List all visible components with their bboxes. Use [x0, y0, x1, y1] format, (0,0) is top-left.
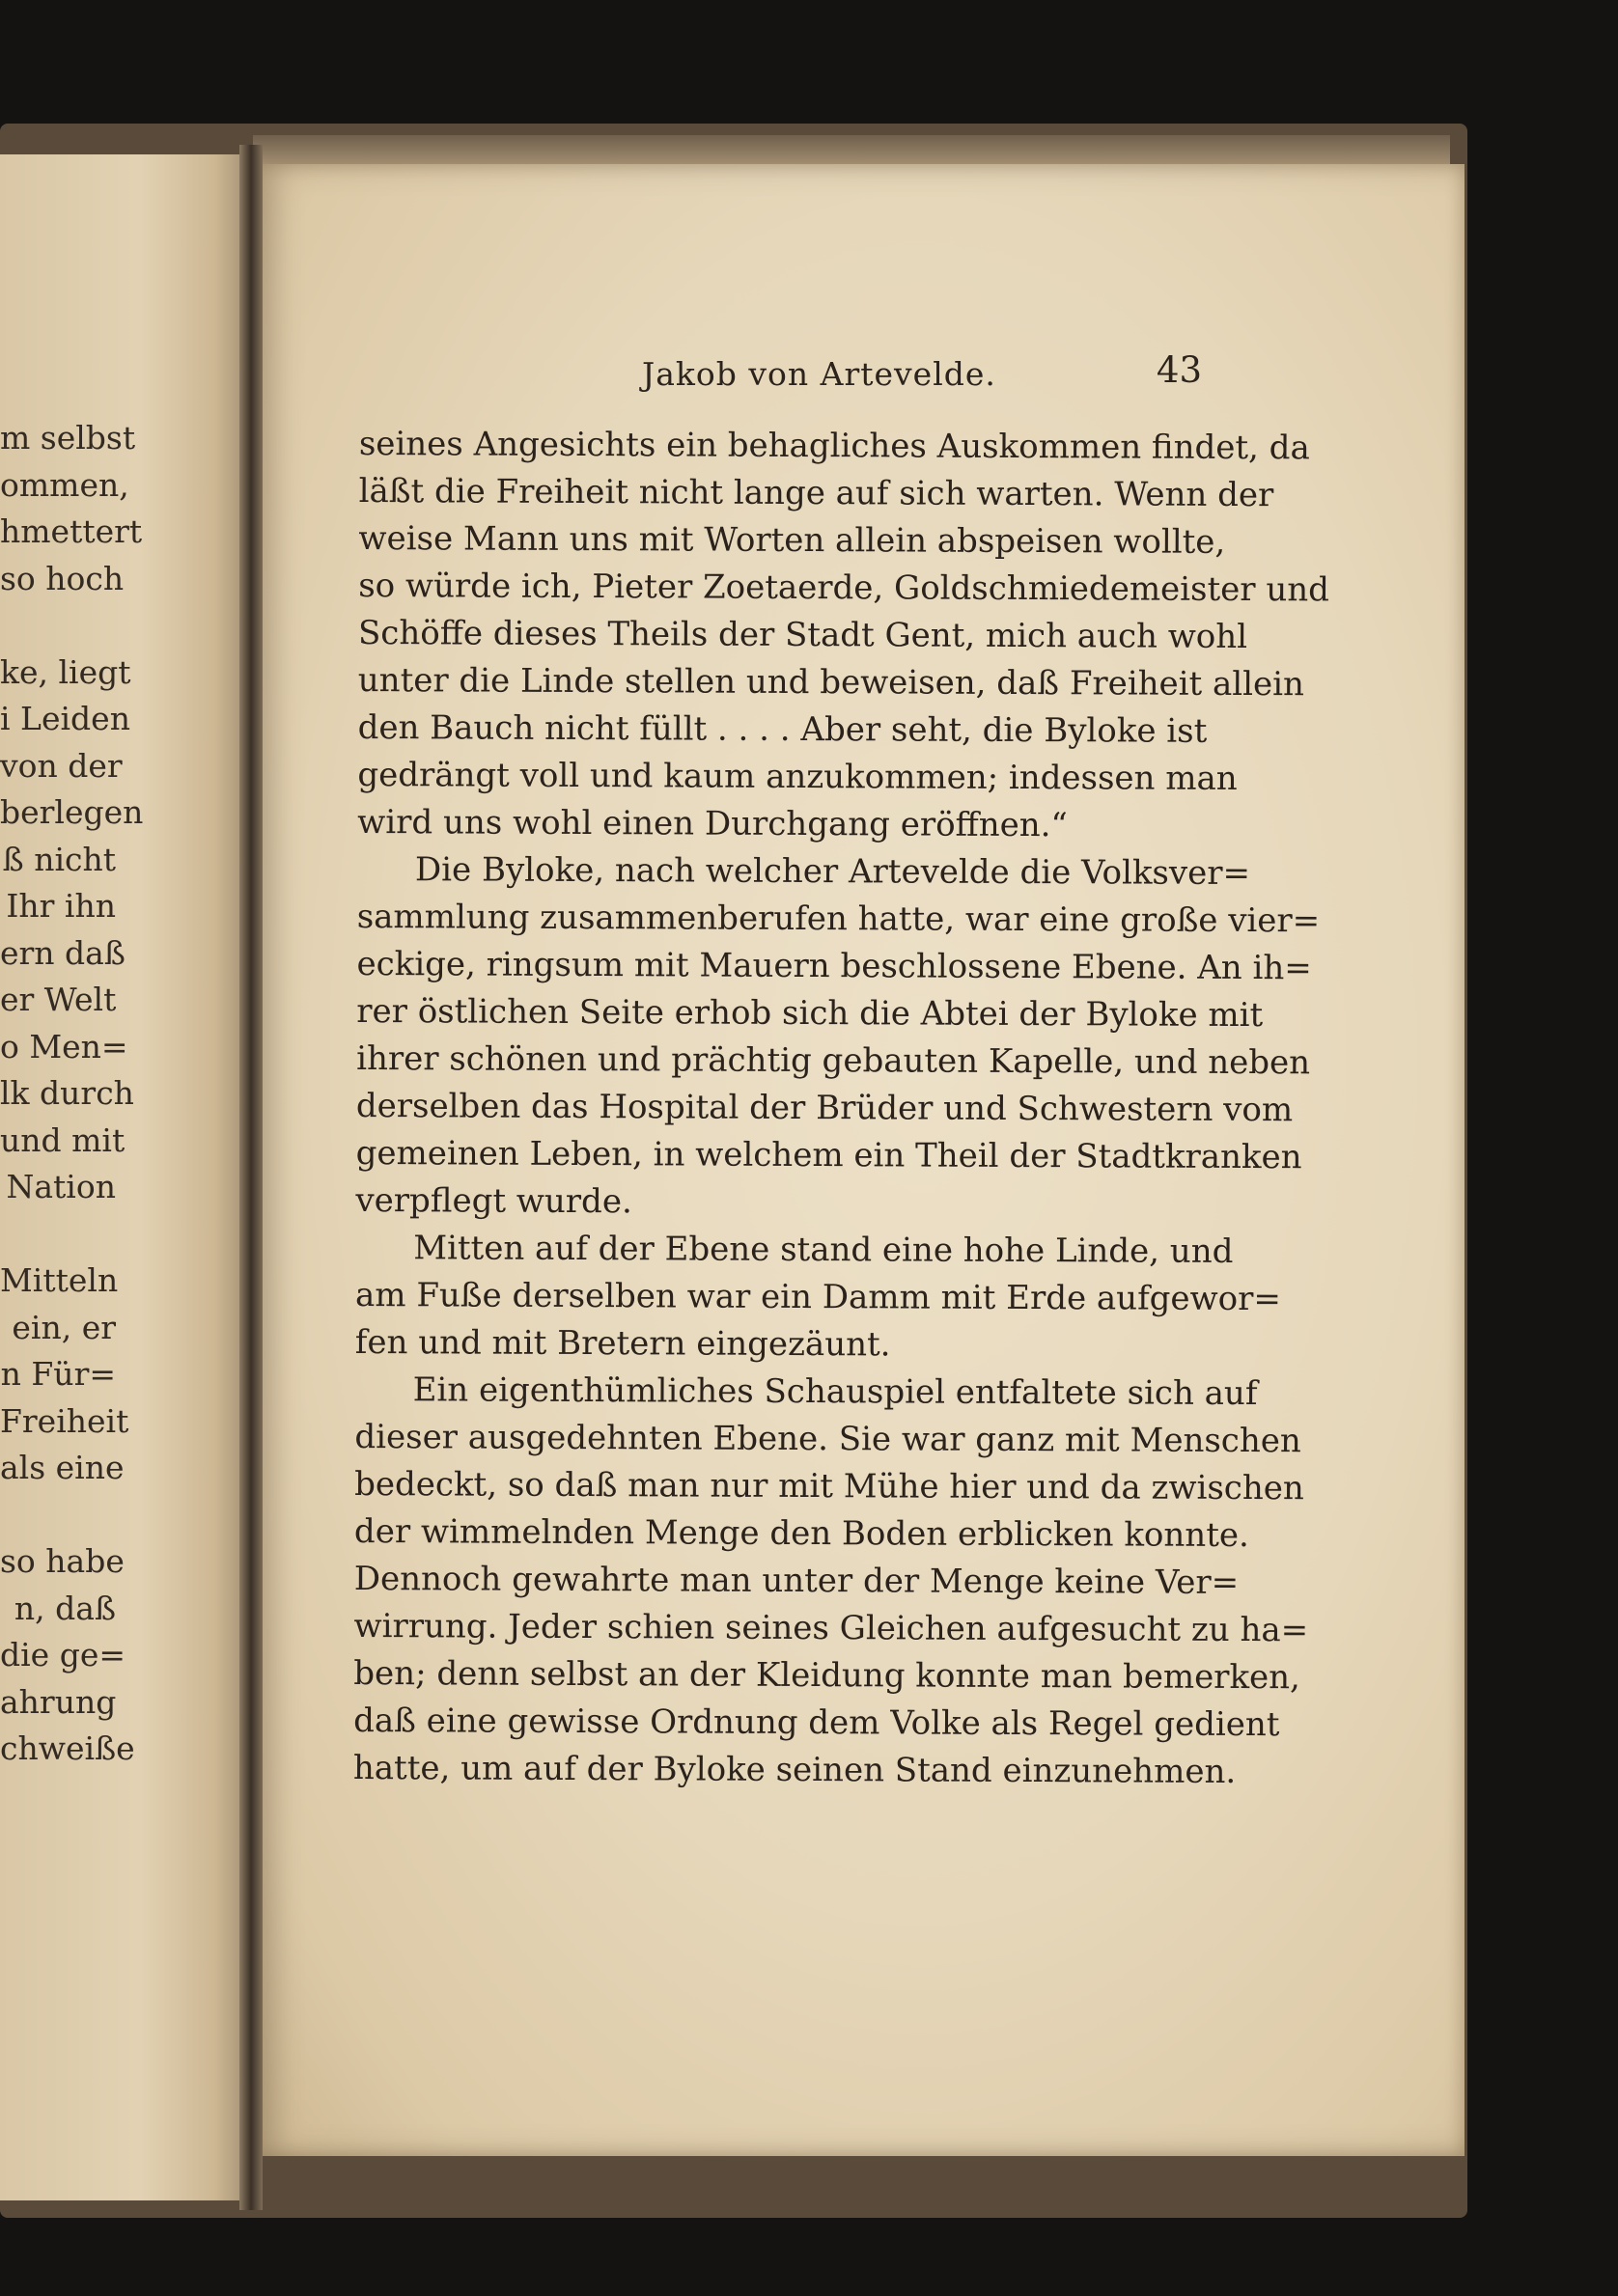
left-page-line: die ge= [0, 1636, 126, 1674]
text-line: Mitten auf der Ebene stand eine hohe Linde, und [413, 1229, 1234, 1271]
left-page-line: von der [0, 746, 123, 785]
page-number: 43 [1156, 349, 1202, 391]
text-line: Dennoch gewahrte man unter der Menge keine Ver= [353, 1559, 1240, 1602]
left-page-line: chweiße [0, 1729, 135, 1767]
running-head [362, 349, 1202, 398]
text-line: wird uns wohl einen Durchgang eröffnen.“ [357, 802, 1068, 845]
left-page-line: so habe [0, 1542, 125, 1580]
running-head-title: Jakob von Artevelde. [642, 355, 996, 393]
text-line: gemeinen Leben, in welchem ein Theil der Stadtkranken [355, 1133, 1302, 1177]
text-line: verpflegt wurde. [355, 1180, 632, 1222]
text-line: daß eine gewisse Ordnung dem Volke als Regel gedient [353, 1701, 1280, 1745]
left-page-blank [0, 1492, 253, 1539]
text-line: den Bauch nicht füllt . . . . Aber seht, die Byloke ist [357, 707, 1208, 751]
paragraph [357, 421, 1330, 850]
text-line: gedrängt voll und kaum anzukommen; indessen man [357, 755, 1238, 798]
text-line: Die Byloke, nach welcher Artevelde die Volksver= [414, 850, 1251, 894]
text-line: seines Angesichts ein behagliches Auskommen findet, da [358, 424, 1310, 468]
left-page-line: als eine [0, 1449, 125, 1486]
text-line: läßt die Freiheit nicht lange auf sich warten. Wenn der [358, 471, 1274, 515]
left-page-line: ß nicht [2, 840, 116, 878]
text-line: ben; denn selbst an der Kleidung konnte man bemerken, [353, 1653, 1301, 1698]
text-line: so würde ich, Pieter Zoetaerde, Goldschmiedemeister und [358, 566, 1330, 610]
left-page-line: n, daß [14, 1589, 116, 1627]
text-line: ihrer schönen und prächtig gebauten Kapelle, und neben [356, 1038, 1311, 1083]
left-page-line: ommen, [0, 465, 129, 504]
text-line: rer östlichen Seite erhob sich die Abtei der Byloke mit [356, 991, 1264, 1036]
left-page-blank [0, 1211, 253, 1259]
text-line: bedeckt, so daß man nur mit Mühe hier und da zwischen [354, 1464, 1304, 1508]
left-page-text [0, 415, 253, 1773]
text-line: am Fuße derselben war ein Damm mit Erde aufgewor= [354, 1275, 1281, 1319]
text-line: derselben das Hospital der Brüder und Schwestern vom [355, 1086, 1294, 1130]
text-line: der wimmelnden Menge den Boden erblicken konnte. [353, 1511, 1249, 1556]
text-line: hatte, um auf der Byloke seinen Stand einzunehmen. [352, 1748, 1237, 1791]
left-page-line: ahrung [0, 1682, 117, 1721]
text-line: Schöffe dieses Theils der Stadt Gent, mich auch wohl [357, 613, 1248, 657]
text-line: wirrung. Jeder schien seines Gleichen aufgesucht zu ha= [353, 1606, 1309, 1650]
text-line: unter die Linde stellen und beweisen, daß Freiheit allein [357, 660, 1305, 705]
left-page-blank [0, 602, 253, 650]
text-line: eckige, ringsum mit Mauern beschlossene Ebene. An ih= [356, 944, 1312, 988]
left-page-line: Freiheit [0, 1401, 129, 1440]
text-line: dieser ausgedehnten Ebene. Sie war ganz mit Menschen [354, 1417, 1301, 1461]
paragraph [354, 1225, 1281, 1370]
left-page-line: lk durch [0, 1074, 134, 1112]
left-page-line: und mit [0, 1120, 126, 1159]
left-page-line: ein, er [12, 1308, 116, 1346]
text-line: weise Mann uns mit Worten allein abspeisen wollte, [358, 518, 1226, 562]
left-page-line: ke, liegt [0, 652, 131, 691]
left-page-line: Ihr ihn [6, 887, 116, 925]
body-text [352, 421, 1330, 1796]
left-page-line: Mitteln [0, 1261, 119, 1299]
paragraph [355, 846, 1321, 1229]
text-line: fen und mit Bretern eingezäunt. [354, 1322, 891, 1365]
left-page-line: o Men= [0, 1027, 128, 1065]
left-page-line: so hoch [0, 559, 125, 597]
left-page-line: n Für= [0, 1355, 116, 1393]
left-page-line: berlegen [0, 793, 144, 831]
text-line: Ein eigenthümliches Schauspiel entfaltete sich auf [412, 1370, 1258, 1414]
page-top-edge [253, 135, 1450, 168]
text-line: sammlung zusammenberufen hatte, war eine große vier= [356, 897, 1321, 941]
left-page-line: Nation [6, 1168, 116, 1205]
left-page-line: i Leiden [0, 700, 130, 737]
left-page-line: hmettert [0, 512, 143, 550]
left-page-line: ern daß [0, 933, 126, 972]
left-page-line: er Welt [0, 981, 117, 1018]
left-page-line: m selbst [0, 419, 136, 456]
paragraph [352, 1367, 1309, 1796]
